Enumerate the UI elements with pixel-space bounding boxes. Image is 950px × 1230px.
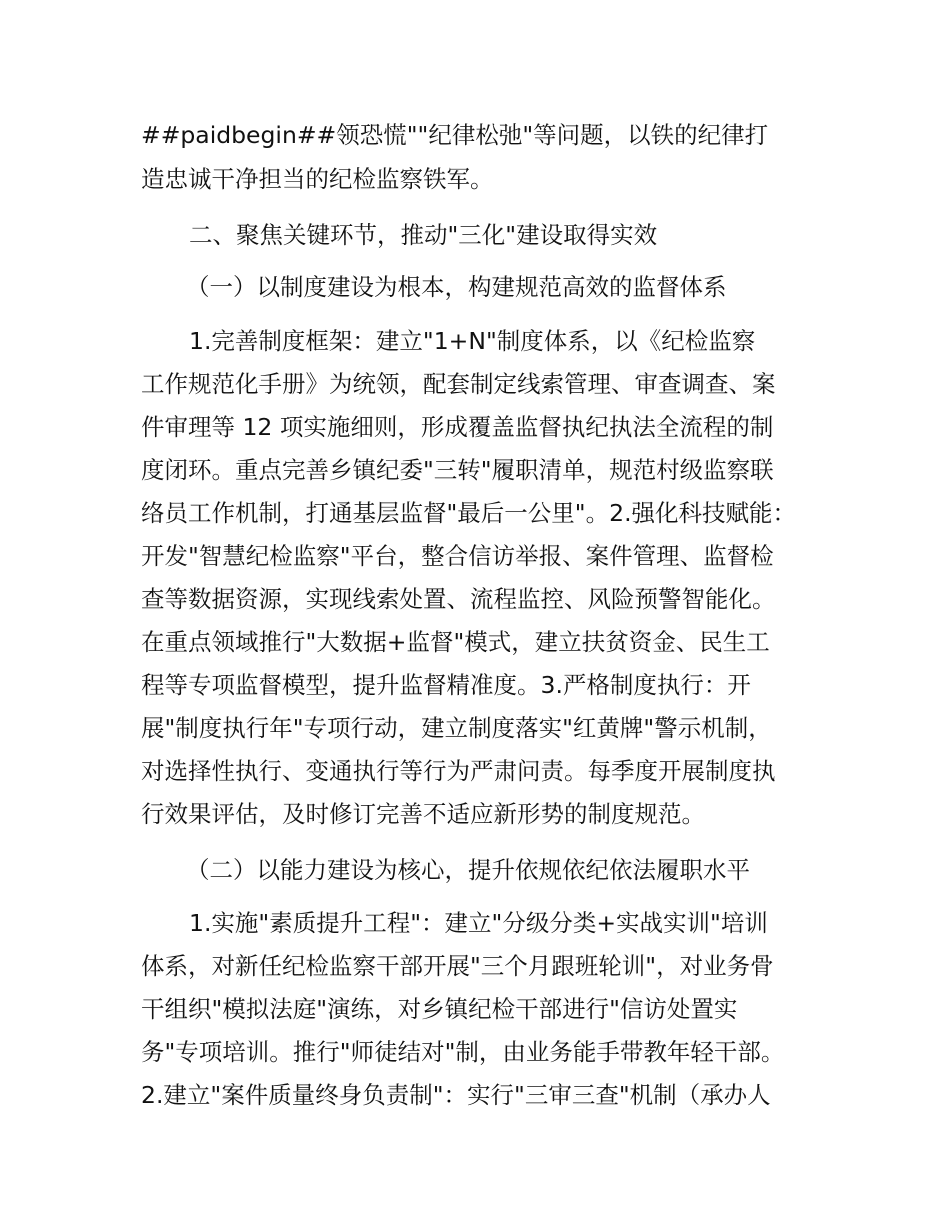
paragraph-line: 务"专项培训。推行"师徒结对"制，由业务能手带教年轻干部。 <box>141 1038 785 1066</box>
paragraph-line: 2.建立"案件质量终身负责制"：实行"三审三查"机制（承办人 <box>141 1081 771 1109</box>
paragraph-line: 度闭环。重点完善乡镇纪委"三转"履职清单，规范村级监察联 <box>141 456 774 484</box>
paragraph-line: 查等数据资源，实现线索处置、流程监控、风险预警智能化。 <box>141 585 776 613</box>
subsection-heading: （一）以制度建设为根本，构建规范高效的监督体系 <box>186 273 727 301</box>
paragraph-line: 对选择性执行、变通执行等行为严肃问责。每季度开展制度执 <box>141 757 776 785</box>
section-heading: 二、聚焦关键环节，推动"三化"建设取得实效 <box>189 221 658 249</box>
paragraph-line: 在重点领域推行"大数据+监督"模式，建立扶贫资金、民生工 <box>141 628 770 656</box>
paragraph-line: 行效果评估，及时修订完善不适应新形势的制度规范。 <box>141 800 705 828</box>
paragraph-line: 造忠诚干净担当的纪检监察铁军。 <box>141 165 494 193</box>
paragraph-line: 1.实施"素质提升工程"：建立"分级分类+实战实训"培训 <box>189 909 768 937</box>
paragraph-line: 工作规范化手册》为统领，配套制定线索管理、审查调查、案 <box>141 370 776 398</box>
paragraph-line: 体系，对新任纪检监察干部开展"三个月跟班轮训"，对业务骨 <box>141 952 774 980</box>
paragraph-line: ##paidbegin##领恐慌""纪律松弛"等问题，以铁的纪律打 <box>141 121 769 149</box>
paragraph-line: 络员工作机制，打通基层监督"最后一公里"。2.强化科技赋能： <box>141 499 797 527</box>
paragraph-line: 1.完善制度框架：建立"1+N"制度体系，以《纪检监察 <box>189 327 756 355</box>
subsection-heading: （二）以能力建设为核心，提升依规依纪依法履职水平 <box>186 856 750 884</box>
paragraph-line: 展"制度执行年"专项行动，建立制度落实"红黄牌"警示机制， <box>141 714 772 742</box>
paragraph-line: 干组织"模拟法庭"演练，对乡镇纪检干部进行"信访处置实 <box>141 995 738 1023</box>
paragraph-line: 开发"智慧纪检监察"平台，整合信访举报、案件管理、监督检 <box>141 542 774 570</box>
paragraph-line: 程等专项监督模型，提升监督精准度。3.严格制度执行：开 <box>141 671 751 699</box>
paragraph-line: 件审理等 12 项实施细则，形成覆盖监督执纪执法全流程的制 <box>141 413 774 441</box>
